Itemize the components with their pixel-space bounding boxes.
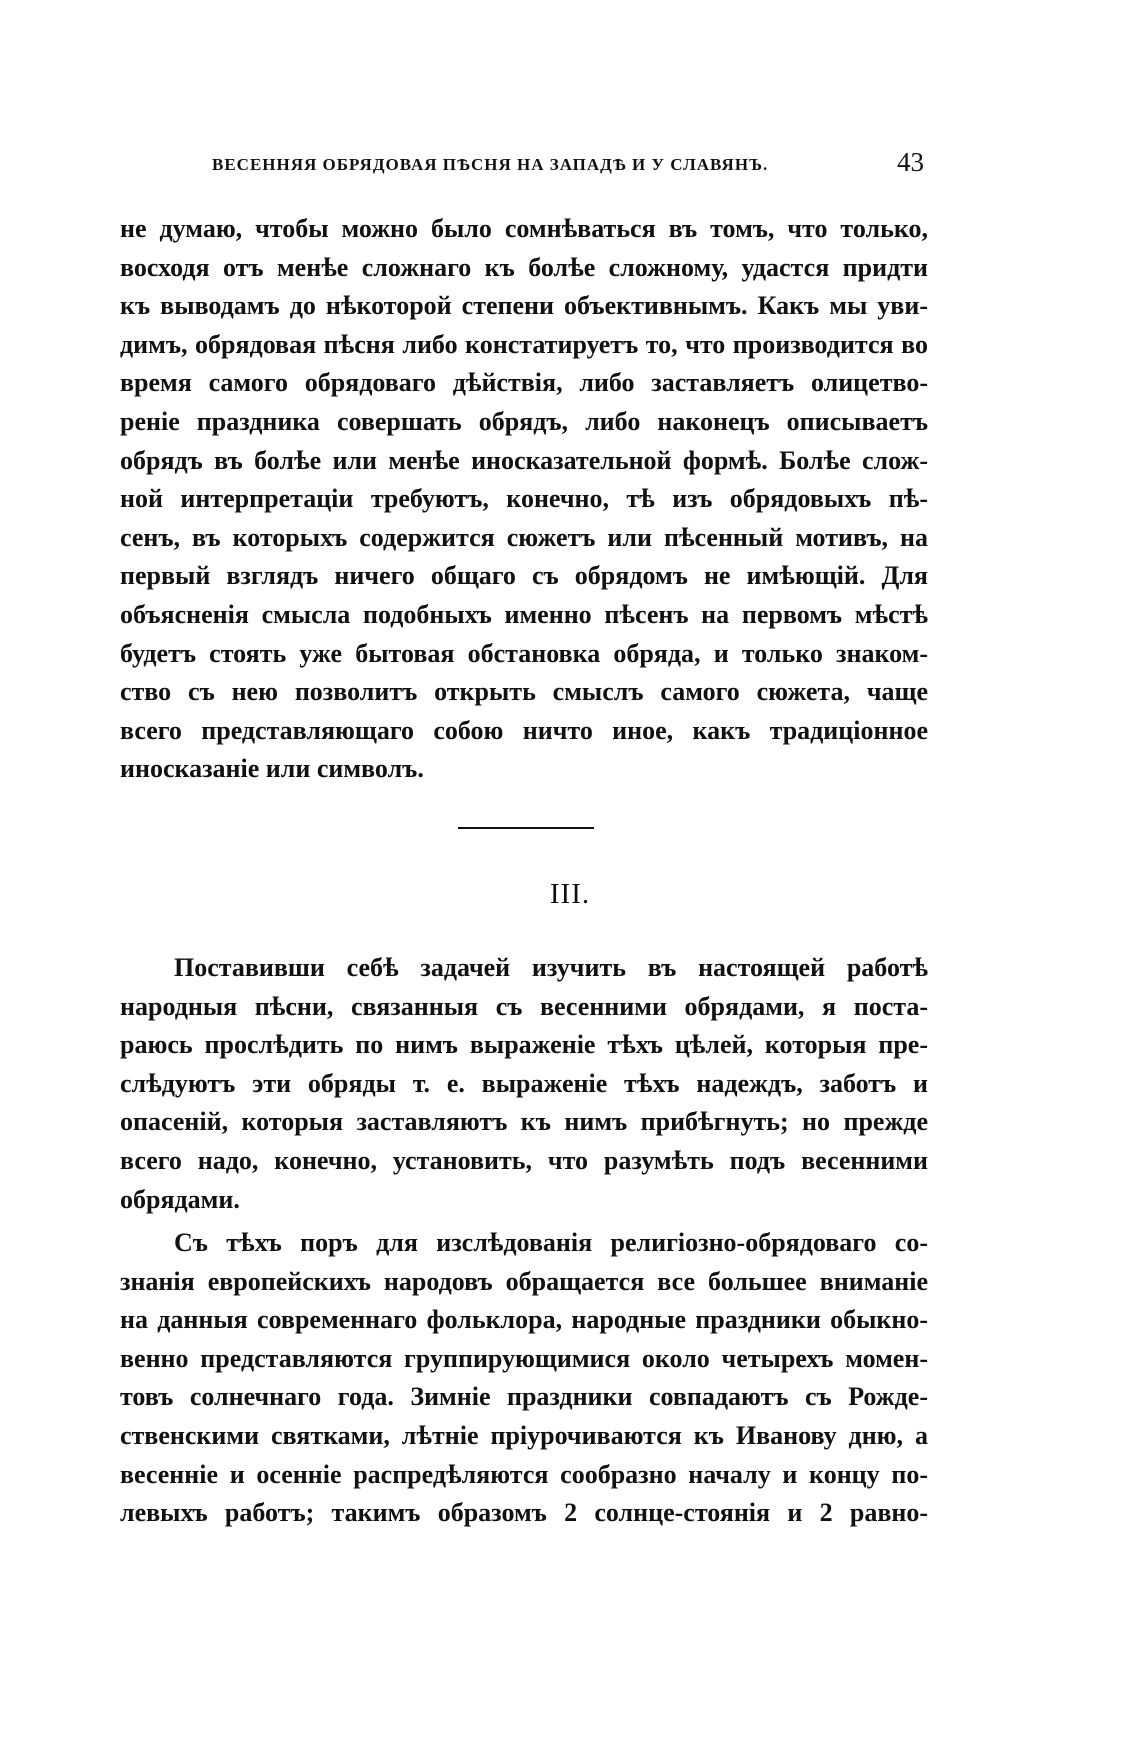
text-line: слѣдуютъ эти обряды т. е. выраженіе тѣхъ надеждъ, заботъ и <box>120 1068 928 1098</box>
text-line: сенъ, въ которыхъ содержится сюжетъ или пѣсенный мотивъ, на <box>120 522 928 552</box>
text-line: къ выводамъ до нѣкоторой степени объективнымъ. Какъ мы уви- <box>120 291 928 321</box>
text-line: раюсь прослѣдить по нимъ выраженіе тѣхъ цѣлей, которыя пре- <box>120 1030 928 1060</box>
text-line: не думаю, чтобы можно было сомнѣваться въ томъ, что только, <box>120 214 928 243</box>
text-line: восходя отъ менѣе сложнаго къ болѣе сложному, удастся придти <box>120 252 928 282</box>
paragraph-continued <box>120 210 928 789</box>
section-divider-rule <box>458 827 594 829</box>
text-line: объясненія смысла подобныхъ именно пѣсенъ на первомъ мѣстѣ <box>120 599 928 629</box>
text-line: венно представляются группирующимися около четырехъ момен- <box>120 1343 928 1373</box>
text-line: ство съ нею позволитъ открыть смыслъ самого сюжета, чаще <box>120 677 928 707</box>
text-line: ной интерпретаціи требуютъ, конечно, тѣ изъ обрядовыхъ пѣ- <box>120 484 928 514</box>
text-line: обрядъ въ болѣе или менѣе иносказательной формѣ. Болѣе слож- <box>120 445 928 475</box>
text-line: весенніе и осенніе распредѣляются сообразно началу и концу по- <box>120 1459 928 1489</box>
text-line: димъ, обрядовая пѣсня либо констатируетъ то, что производится во <box>120 329 928 359</box>
text-line: обрядами. <box>120 1184 240 1214</box>
text-line: иносказаніе или символъ. <box>120 754 424 784</box>
text-line: Съ тѣхъ поръ для изслѣдованія религіозно-обрядоваго со- <box>174 1228 928 1257</box>
text-line: реніе праздника совершать обрядъ, либо наконецъ описываетъ <box>120 406 928 436</box>
text-line: знанія европейскихъ народовъ обращается все большее вниманіе <box>120 1266 928 1296</box>
text-line: народныя пѣсни, связанныя съ весенними обрядами, я поста- <box>120 991 928 1021</box>
text-line: время самого обрядоваго дѣйствія, либо заставляетъ олицетво- <box>120 368 928 398</box>
text-line: первый взглядъ ничего общаго съ обрядомъ не имѣющій. Для <box>120 561 928 591</box>
page-number: 43 <box>897 147 924 177</box>
text-line: опасеній, которыя заставляютъ къ нимъ прибѣгнуть; но прежде <box>120 1107 928 1137</box>
text-line: будетъ стоять уже бытовая обстановка обряда, и только знаком- <box>120 638 928 668</box>
paragraph-holidays <box>120 1224 928 1533</box>
text-line: на данныя современнаго фольклора, народные праздники обыкно- <box>120 1305 928 1335</box>
running-title: ВЕСЕННЯЯ ОБРЯДОВАЯ ПѢСНЯ НА ЗАПАДѢ И У СЛАВЯНЪ. <box>212 155 769 174</box>
paragraph-section-intro <box>120 949 928 1219</box>
text-line: всего представляющаго собою ничто иное, какъ традиціонное <box>120 715 928 745</box>
text-line: Поставивши себѣ задачей изучить въ настоящей работѣ <box>174 953 928 982</box>
section-heading: III. <box>549 878 591 910</box>
running-head <box>212 147 924 187</box>
text-line: товъ солнечнаго года. Зимніе праздники совпадаютъ съ Рожде- <box>120 1382 928 1412</box>
text-line: ственскими святками, лѣтніе пріурочиваются къ Иванову дню, а <box>120 1420 928 1450</box>
text-line: левыхъ работъ; такимъ образомъ 2 солнце-стоянія и 2 равно- <box>120 1498 928 1528</box>
text-line: всего надо, конечно, установить, что разумѣть подъ весенними <box>120 1145 928 1175</box>
